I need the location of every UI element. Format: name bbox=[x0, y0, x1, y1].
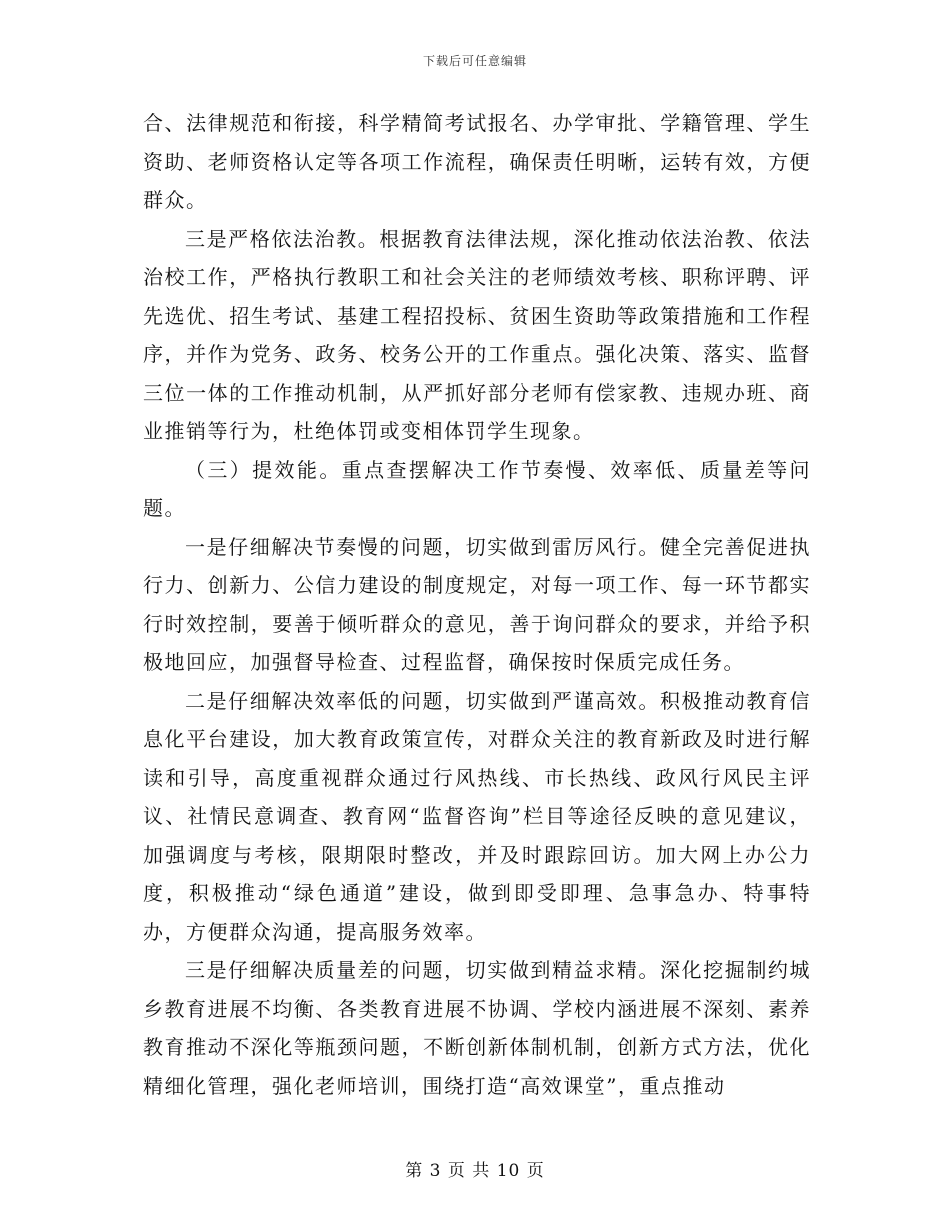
document-body bbox=[143, 104, 811, 1105]
paragraph: 一是仔细解决节奏慢的问题，切实做到雷厉风行。健全完善促进执行力、创新力、公信力建设的制度规定，对每一项工作、每一环节都实行时效控制，要善于倾听群众的意见，善于询问群众的要求，并给予积极地回应，加强督导检查、过程监督，确保按时保质完成任务。 bbox=[143, 534, 811, 674]
paragraph: 三是严格依法治教。根据教育法律法规，深化推动依法治教、依法治校工作，严格执行教职工和社会关注的老师绩效考核、职称评聘、评先选优、招生考试、基建工程招投标、贫困生资助等政策措施和工作程序，并作为党务、政务、校务公开的工作重点。强化决策、落实、监督三位一体的工作推动机制，从严抓好部分老师有偿家教、违规办班、商业推销等行为，杜绝体罚或变相体罚学生现象。 bbox=[143, 226, 811, 443]
paragraph: 合、法律规范和衔接，科学精简考试报名、办学审批、学籍管理、学生资助、老师资格认定等各项工作流程，确保责任明晰，运转有效，方便群众。 bbox=[143, 111, 811, 212]
page-footer: 第 3 页 共 10 页 bbox=[405, 1161, 545, 1181]
paragraph: 二是仔细解决效率低的问题，切实做到严谨高效。积极推动教育信息化平台建设，加大教育政策宣传，对群众关注的教育新政及时进行解读和引导，高度重视群众通过行风热线、市长热线、政风行风民主评议、社情民意调查、教育网“监督咨询”栏目等途径反映的意见建议，加强调度与考核，限期限时整改，并及时跟踪回访。加大网上办公力度，积极推动“绿色通道”建设，做到即受即理、急事急办、特事特办，方便群众沟通，提高服务效率。 bbox=[143, 688, 811, 944]
page-header: 下载后可任意编辑 bbox=[422, 54, 527, 68]
paragraph: 三是仔细解决质量差的问题，切实做到精益求精。深化挖掘制约城乡教育进展不均衡、各类教育进展不协调、学校内涵进展不深刻、素养教育推动不深化等瓶颈问题，不断创新体制机制，创新方式方法，优化精细化管理，强化老师培训，围绕打造“高效课堂”，重点推动 bbox=[143, 958, 811, 1098]
section-heading-paragraph: （三）提效能。重点查摆解决工作节奏慢、效率低、质量差等问题。 bbox=[143, 457, 811, 520]
